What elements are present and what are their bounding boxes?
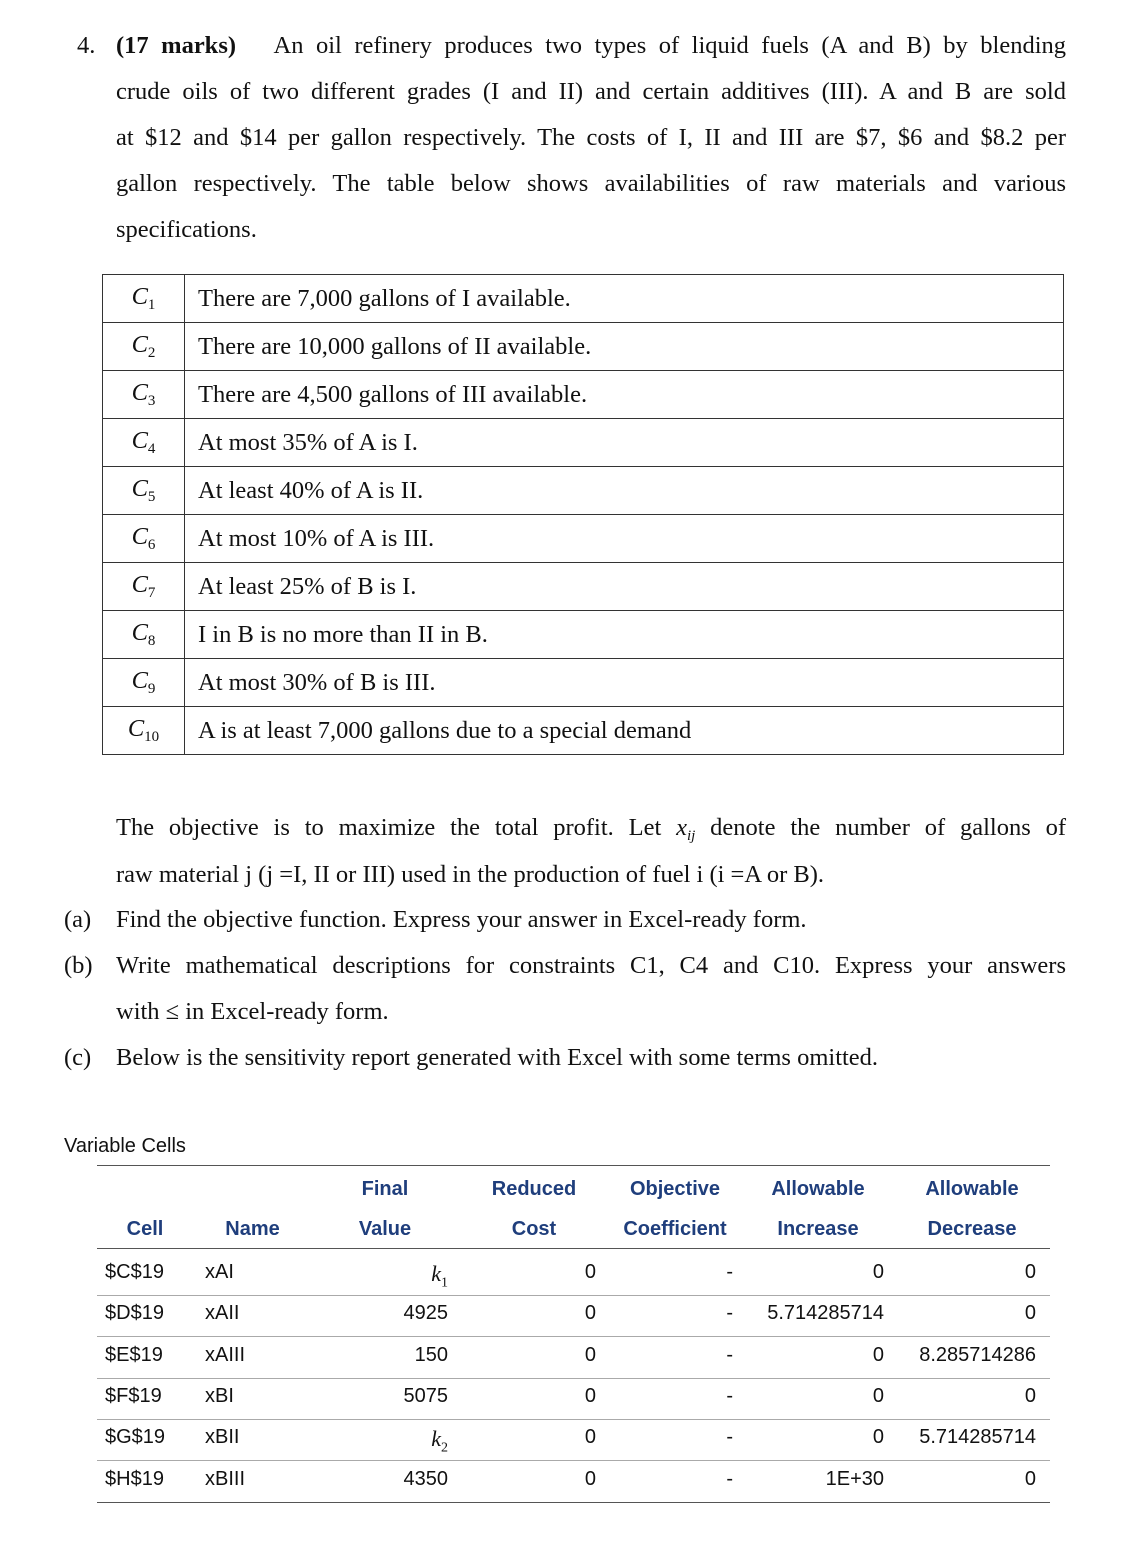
allowable-decrease: 0 bbox=[1024, 1467, 1036, 1490]
constraint-row bbox=[103, 323, 1064, 371]
constraint-text: At most 30% of B is III. bbox=[185, 659, 1064, 707]
objective-coefficient: - bbox=[726, 1343, 733, 1366]
header-objective-2: Coefficient bbox=[623, 1218, 727, 1240]
final-value: 4925 bbox=[403, 1302, 448, 1325]
row-rule bbox=[97, 1336, 1050, 1337]
constraint-row bbox=[103, 515, 1064, 563]
constraint-label: $C_8$ bbox=[103, 611, 185, 659]
variable-name: xBIII bbox=[205, 1467, 246, 1490]
reduced-cost: 0 bbox=[584, 1302, 596, 1325]
cell-ref: $D$19 bbox=[105, 1302, 164, 1325]
intro-line-2: crude oils of two different grades (I and II) and certain additives (III). A and B are sold bbox=[116, 78, 1066, 105]
constraint-text: There are 4,500 gallons of III available. bbox=[185, 371, 1064, 419]
allowable-decrease: 8.285714286 bbox=[919, 1343, 1036, 1366]
constraint-row bbox=[103, 467, 1064, 515]
allowable-increase: 0 bbox=[872, 1261, 884, 1283]
allowable-increase: 0 bbox=[872, 1343, 884, 1366]
intro-line-4: gallon respectively. The table below shows availabilities of raw materials and various bbox=[116, 170, 1066, 197]
constraint-text: There are 10,000 gallons of II available. bbox=[185, 323, 1064, 371]
header-name: Name bbox=[225, 1218, 280, 1240]
constraint-label: $C_3$ bbox=[103, 371, 185, 419]
final-value: 150 bbox=[414, 1343, 448, 1366]
constraint-text: I in B is no more than II in B. bbox=[185, 611, 1064, 659]
header-cell: Cell bbox=[126, 1218, 164, 1240]
header-reduced-2: Cost bbox=[511, 1218, 557, 1240]
constraint-row bbox=[103, 371, 1064, 419]
objective-coefficient: - bbox=[726, 1384, 733, 1407]
row-rule bbox=[97, 1460, 1050, 1461]
constraint-text: At most 10% of A is III. bbox=[185, 515, 1064, 563]
row-rule bbox=[97, 1502, 1050, 1503]
row-rule bbox=[97, 1295, 1050, 1296]
constraint-text: A is at least 7,000 gallons due to a special demand bbox=[185, 707, 1064, 755]
allowable-increase: 0 bbox=[872, 1384, 884, 1407]
constraint-row bbox=[103, 419, 1064, 467]
reduced-cost: 0 bbox=[584, 1467, 596, 1490]
part-b-line-2: with ≤ in Excel-ready form. bbox=[116, 998, 389, 1025]
constraint-label: $C_4$ bbox=[103, 419, 185, 467]
allowable-increase: 0 bbox=[872, 1426, 884, 1449]
objective-coefficient: - bbox=[726, 1261, 733, 1283]
variable-name: xAII bbox=[205, 1302, 240, 1325]
row-rule bbox=[97, 1419, 1050, 1420]
header-final-1: Final bbox=[361, 1178, 409, 1200]
constraint-text: There are 7,000 gallons of I available. bbox=[185, 275, 1064, 323]
question-marks: (17 marks) bbox=[116, 32, 237, 59]
part-c-text: Below is the sensitivity report generated with Excel with some terms omitted. bbox=[116, 1044, 879, 1071]
constraint-label: $C_7$ bbox=[103, 563, 185, 611]
allowable-increase: 5.714285714 bbox=[767, 1302, 884, 1325]
constraint-label: $C_9$ bbox=[103, 659, 185, 707]
final-value: $k_1$ bbox=[431, 1261, 448, 1291]
variable-x: x bbox=[676, 814, 687, 841]
intro-line-5: specifications. bbox=[116, 216, 257, 243]
allowable-decrease: 0 bbox=[1024, 1302, 1036, 1325]
question-number: 4. bbox=[77, 32, 96, 59]
variable-name: xAIII bbox=[205, 1343, 246, 1366]
header-decrease-2: Decrease bbox=[927, 1218, 1017, 1240]
intro-line-1: (17 marks) An oil refinery produces two types of liquid fuels (A and B) by blending bbox=[116, 32, 1067, 59]
variable-name: xBII bbox=[205, 1426, 240, 1449]
constraint-label: $C_2$ bbox=[103, 323, 185, 371]
allowable-increase: 1E+30 bbox=[825, 1467, 884, 1490]
constraint-row bbox=[103, 275, 1064, 323]
allowable-decrease: 0 bbox=[1024, 1261, 1036, 1283]
variable-name: xBI bbox=[205, 1384, 234, 1407]
cell-ref: $G$19 bbox=[105, 1426, 166, 1449]
constraint-row bbox=[103, 563, 1064, 611]
header-objective-1: Objective bbox=[629, 1178, 721, 1200]
constraint-text: At least 25% of B is I. bbox=[185, 563, 1064, 611]
reduced-cost: 0 bbox=[584, 1384, 596, 1407]
constraint-label: $C_6$ bbox=[103, 515, 185, 563]
header-final-2: Value bbox=[358, 1218, 412, 1240]
constraint-text: At most 35% of A is I. bbox=[185, 419, 1064, 467]
cell-ref: $F$19 bbox=[105, 1384, 162, 1407]
part-a-text: Find the objective function. Express your answer in Excel-ready form. bbox=[116, 906, 807, 933]
allowable-decrease: 5.714285714 bbox=[919, 1426, 1036, 1449]
part-c-label: (c) bbox=[64, 1044, 92, 1071]
cell-ref: $E$19 bbox=[105, 1343, 163, 1366]
cell-ref: $H$19 bbox=[105, 1467, 164, 1490]
part-b-line-1: Write mathematical descriptions for constraints C1, C4 and C10. Express your answers bbox=[116, 952, 1066, 979]
constraint-text: At least 40% of A is II. bbox=[185, 467, 1064, 515]
header-top-rule bbox=[97, 1165, 1050, 1166]
header-increase-1: Allowable bbox=[771, 1178, 865, 1200]
objective-coefficient: - bbox=[726, 1302, 733, 1325]
cell-ref: $C$19 bbox=[105, 1261, 164, 1283]
constraint-label: $C_{10}$ bbox=[103, 707, 185, 755]
allowable-decrease: 0 bbox=[1024, 1384, 1036, 1407]
header-reduced-1: Reduced bbox=[491, 1178, 577, 1200]
reduced-cost: 0 bbox=[584, 1426, 596, 1449]
part-a-label: (a) bbox=[64, 906, 92, 933]
header-bottom-rule bbox=[97, 1248, 1050, 1249]
constraint-row bbox=[103, 659, 1064, 707]
header-increase-2: Increase bbox=[777, 1218, 859, 1240]
constraint-label: $C_1$ bbox=[103, 275, 185, 323]
constraint-row bbox=[103, 611, 1064, 659]
final-value: 4350 bbox=[403, 1467, 448, 1490]
variable-name: xAI bbox=[205, 1261, 234, 1283]
part-b-label: (b) bbox=[64, 952, 93, 979]
row-rule bbox=[97, 1378, 1050, 1379]
objective-line-1: The objective is to maximize the total profit. Let $x_{ij}$ denote the number of gallons of bbox=[116, 814, 1067, 844]
constraint-label: $C_5$ bbox=[103, 467, 185, 515]
objective-coefficient: - bbox=[726, 1426, 733, 1449]
reduced-cost: 0 bbox=[584, 1343, 596, 1366]
final-value: 5075 bbox=[403, 1384, 448, 1407]
constraints-table bbox=[102, 274, 1064, 755]
constraint-row bbox=[103, 707, 1064, 755]
objective-line-2: raw material j (j =I, II or III) used in the production of fuel i (i =A or B). bbox=[116, 861, 824, 888]
reduced-cost: 0 bbox=[584, 1261, 596, 1283]
intro-line-3: at $12 and $14 per gallon respectively. The costs of I, II and III are $7, $6 and $8.2 per bbox=[116, 124, 1066, 151]
header-decrease-1: Allowable bbox=[925, 1178, 1019, 1200]
objective-coefficient: - bbox=[726, 1467, 733, 1490]
sensitivity-title: Variable Cells bbox=[64, 1135, 186, 1157]
final-value: $k_2$ bbox=[431, 1426, 448, 1456]
